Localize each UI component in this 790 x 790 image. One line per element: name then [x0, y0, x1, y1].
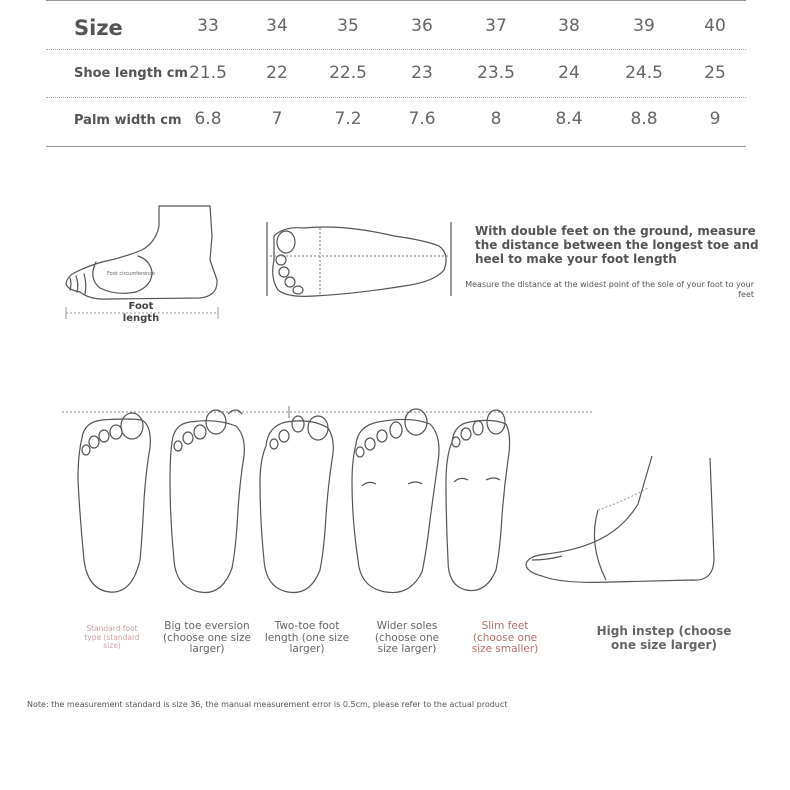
table-top-border [46, 0, 746, 1]
shoe-length-cell: 25 [704, 63, 726, 83]
palm-width-cell: 8 [490, 109, 502, 129]
size-cell: 36 [411, 16, 433, 36]
standard-foot-illustration [78, 413, 150, 592]
shoe-length-cell: 21.5 [189, 63, 227, 83]
size-cell: 35 [337, 16, 359, 36]
high-instep-illustration [522, 448, 722, 598]
caption-standard-foot: Standard foot type (standard size) [84, 624, 140, 650]
shoe-length-cell: 23 [411, 63, 433, 83]
size-cell: 39 [633, 16, 655, 36]
caption-big-toe-eversion: Big toe eversion (choose one size larger) [163, 620, 251, 655]
wider-soles-illustration [352, 409, 439, 593]
palm-width-cell: 7.6 [408, 109, 436, 129]
caption-slim-feet: Slim feet (choose one size smaller) [471, 620, 539, 655]
caption-wider-soles: Wider soles (choose one size larger) [374, 620, 440, 655]
palm-width-cell: 7.2 [334, 109, 362, 129]
palm-width-cell: 8.8 [630, 109, 658, 129]
palm-width-cell: 6.8 [194, 109, 222, 129]
caption-two-toe-length: Two-toe foot length (one size larger) [264, 620, 350, 655]
shoe-length-label: Shoe length cm [74, 66, 188, 81]
foot-circumference-label: Foot circumference [106, 271, 156, 277]
shoe-length-cell: 24 [558, 63, 580, 83]
big-toe-eversion-illustration [170, 410, 244, 593]
size-table [46, 0, 746, 148]
two-toe-foot-illustration [260, 406, 333, 593]
palm-width-cell: 9 [709, 109, 721, 129]
size-cell: 33 [197, 16, 219, 36]
shoe-length-cell: 24.5 [625, 63, 663, 83]
width-instruction: Measure the distance at the widest point of the sole of your foot to your feet [465, 280, 754, 299]
palm-width-cell: 8.4 [555, 109, 583, 129]
size-header-label: Size [74, 16, 123, 40]
size-cell: 38 [558, 16, 580, 36]
foot-types-illustration [60, 400, 595, 600]
size-cell: 37 [485, 16, 507, 36]
size-cell: 40 [704, 16, 726, 36]
slim-feet-illustration [446, 410, 510, 591]
caption-high-instep: High instep (choose one size larger) [596, 624, 732, 652]
table-divider [46, 97, 746, 98]
size-cell: 34 [266, 16, 288, 36]
palm-width-label: Palm width cm [74, 113, 182, 128]
measurement-instruction: With double feet on the ground, measure the distance between the longest toe and heel to make your foot length [475, 224, 759, 266]
palm-width-cell: 7 [271, 109, 283, 129]
table-bottom-border [46, 146, 746, 147]
measurement-note: Note: the measurement standard is size 36, the manual measurement error is 0.5cm, please refer to the actual product [27, 700, 508, 709]
table-divider [46, 49, 746, 50]
foot-top-view-illustration [264, 220, 454, 300]
shoe-length-cell: 23.5 [477, 63, 515, 83]
shoe-length-cell: 22 [266, 63, 288, 83]
shoe-length-cell: 22.5 [329, 63, 367, 83]
foot-length-label: Foot length [122, 301, 160, 324]
